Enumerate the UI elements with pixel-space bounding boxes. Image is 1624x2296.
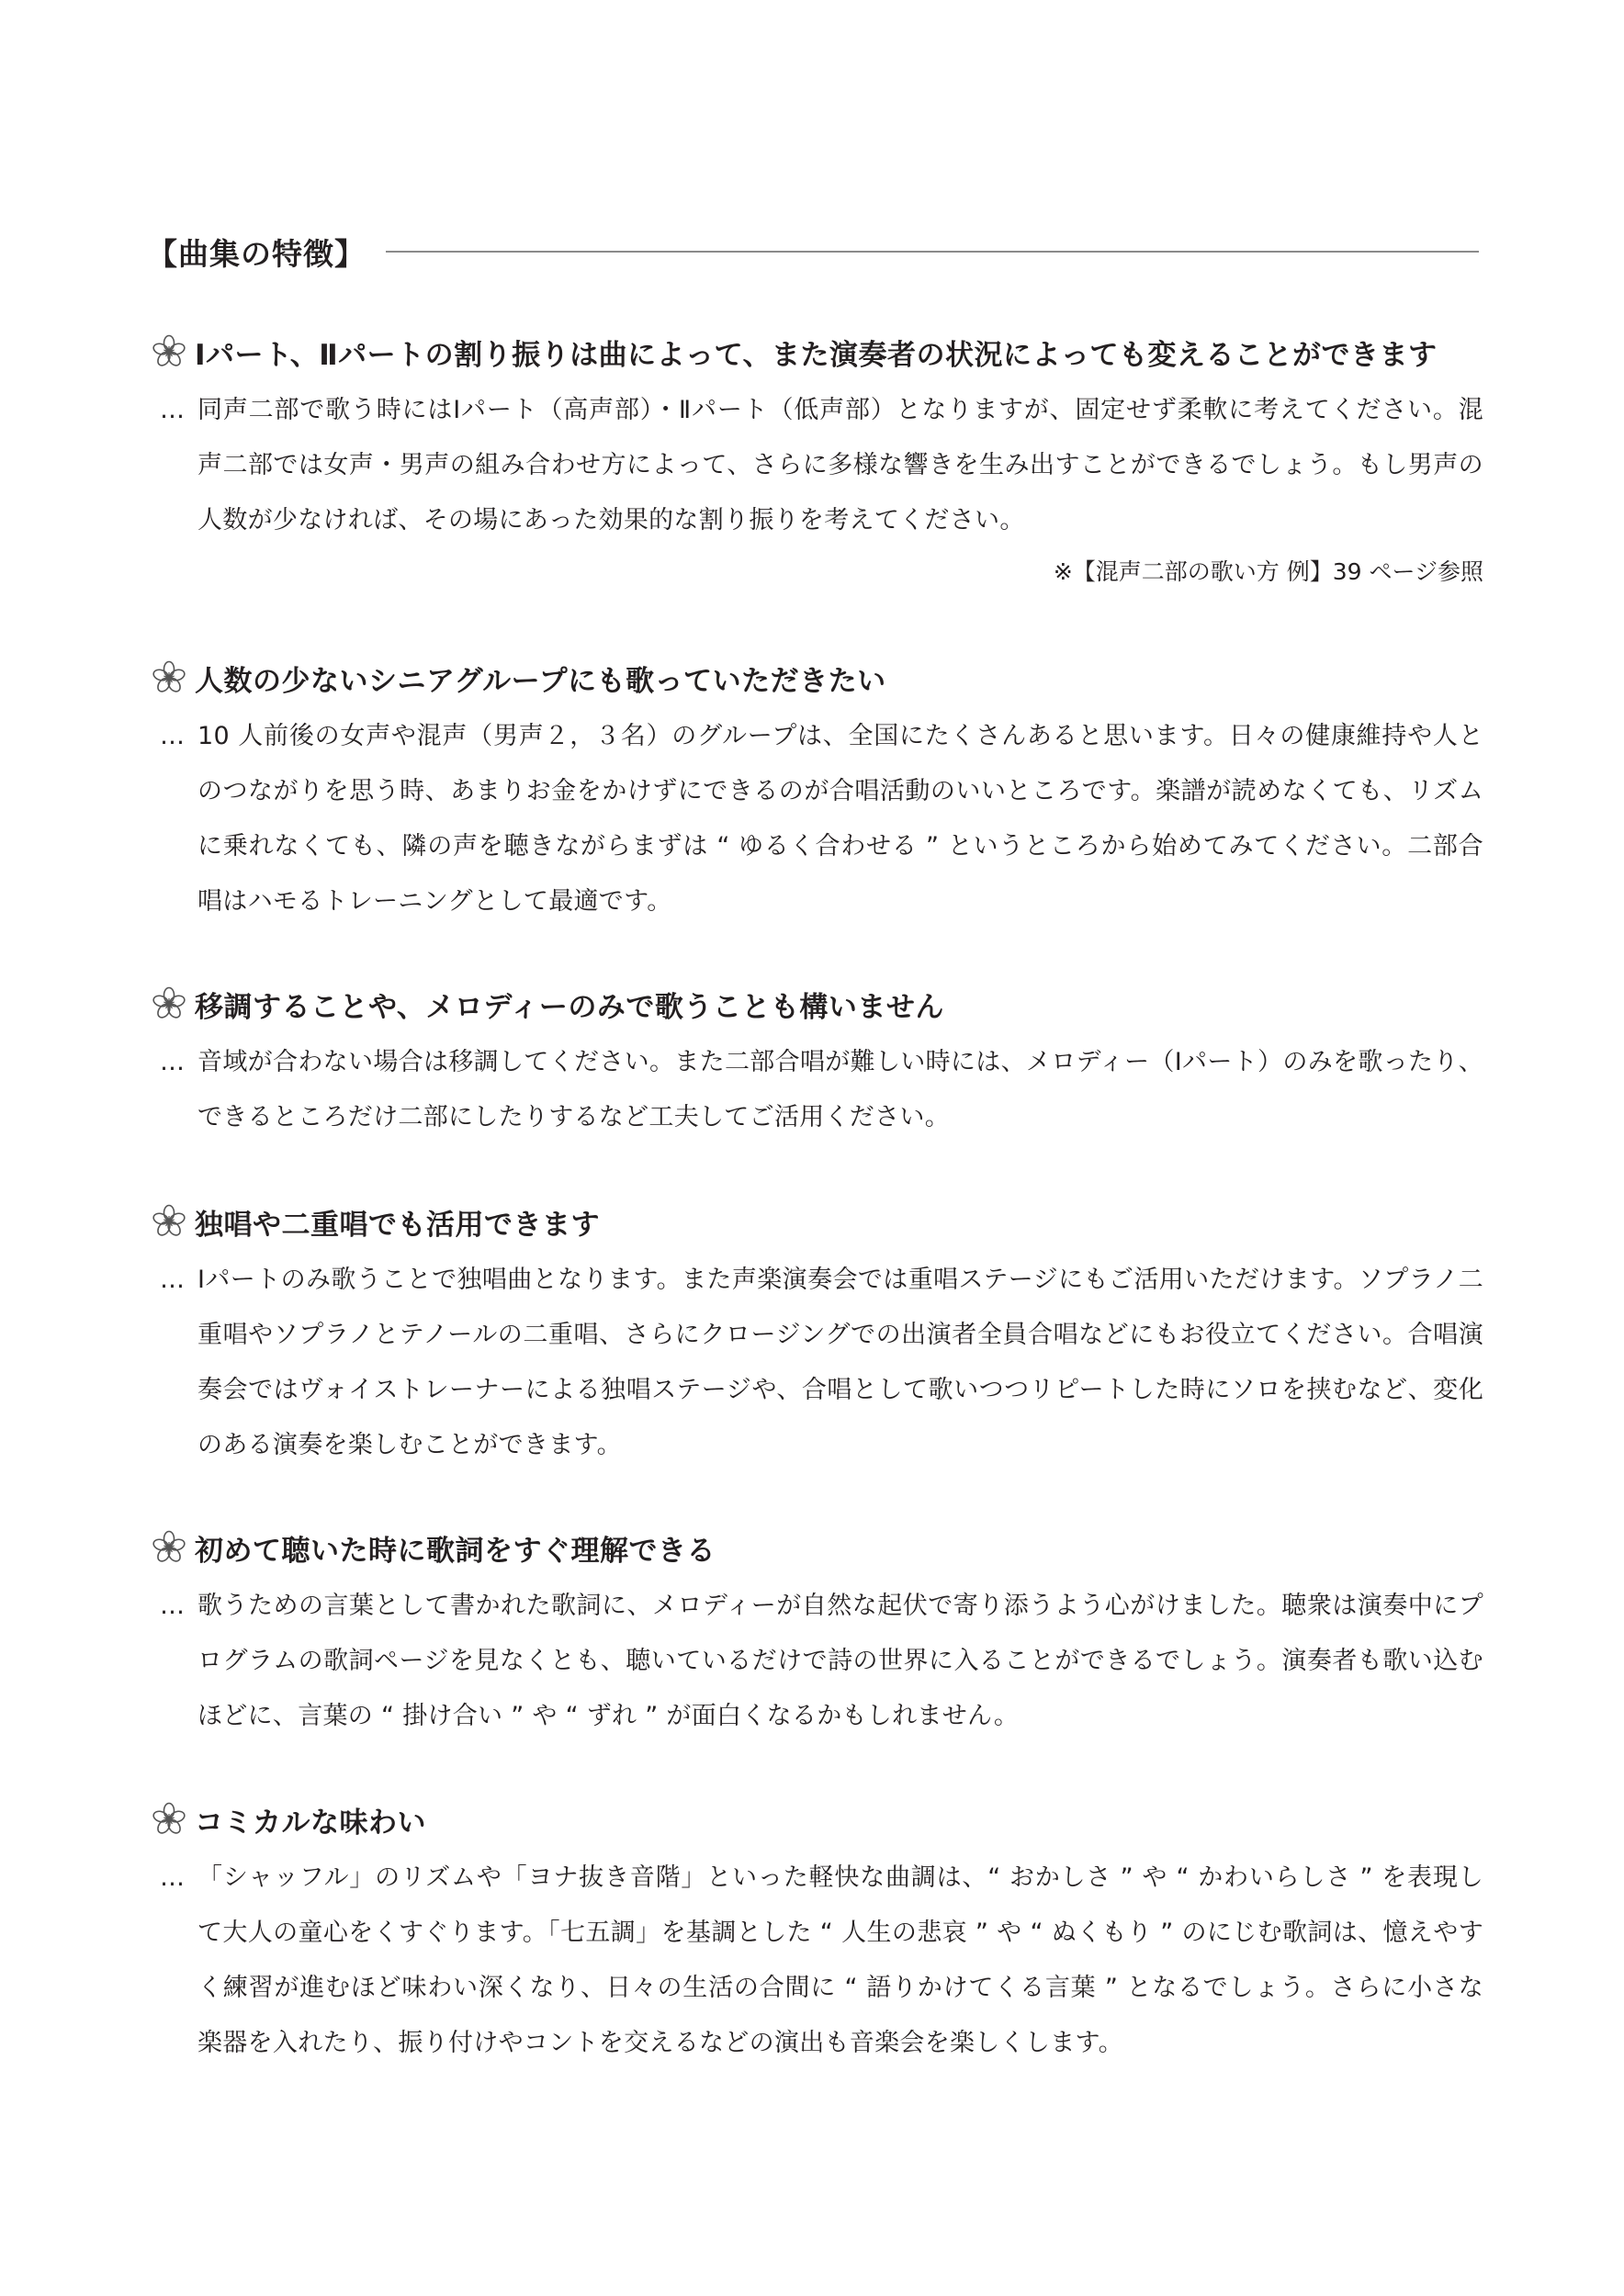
feature-body (147, 1579, 1483, 1744)
ellipsis-mark: … (160, 722, 185, 750)
feature-text: 10 人前後の女声や混声（男声２，３名）のグループは、全国にたくさんあると思います。日々の健康維持や人とのつながりを思う時、あまりお金をかけずにできるのが合唱活動のいいところです。楽譜が読めなくても、リズムに乗れなくても、隣の声を聴きながらまずは “ ゆるく合わせる ” というところから始めてみてください。二部合唱はハモるトレーニングとして最適です。 (197, 722, 1483, 916)
feature-heading (147, 652, 1483, 703)
flower-outline-icon (151, 1801, 187, 1838)
feature-text: 歌うための言葉として書かれた歌詞に、メロディーが自然な起伏で寄り添うよう心がけました。聴衆は演奏中にプログラムの歌詞ページを見なくとも、聴いているだけで詩の世界に入ることができるでしょう。演奏者も歌い込むほどに、言葉の “ 掛け合い ” や “ ずれ ” が面白くなるかもしれません。 (197, 1592, 1483, 1730)
feature-title: 独唱や二重唱でも活用できます (195, 1208, 600, 1242)
reference-note: ※【混声二部の歌い方 例】39 ページ参照 (1053, 558, 1483, 585)
ellipsis-mark: … (160, 396, 185, 424)
feature-section-parts (147, 326, 1483, 591)
feature-title: Ⅰパート、Ⅱパートの割り振りは曲によって、また演奏者の状況によっても変えることができます (195, 338, 1438, 372)
feature-text: 音域が合わない場合は移調してください。また二部合唱が難しい時には、メロディー（Ⅰパート）のみを歌ったり、できるところだけ二部にしたりするなど工夫してご活用ください。 (197, 1048, 1483, 1131)
feature-title: 初めて聴いた時に歌詞をすぐ理解できる (195, 1534, 716, 1568)
feature-section-transpose (147, 978, 1483, 1145)
feature-heading (147, 1196, 1483, 1247)
feature-section-lyrics (147, 1522, 1483, 1744)
header-rule (386, 251, 1479, 253)
feature-heading (147, 1522, 1483, 1573)
ellipsis-mark: … (160, 1863, 185, 1892)
flower-outline-icon (151, 985, 187, 1022)
feature-section-senior (147, 652, 1483, 929)
section-header (147, 226, 1479, 277)
feature-section-solo (147, 1196, 1483, 1473)
flower-outline-icon (151, 659, 187, 696)
flower-outline-icon (151, 1203, 187, 1240)
ellipsis-mark: … (160, 1266, 185, 1294)
page-title: 【曲集の特徴】 (147, 235, 366, 272)
flower-outline-icon (151, 1529, 187, 1566)
feature-title: コミカルな味わい (195, 1806, 426, 1840)
feature-section-comical (147, 1794, 1483, 2071)
feature-text: 「シャッフル」のリズムや「ヨナ抜き音階」といった軽快な曲調は、“ おかしさ ” や “ かわいらしさ ” を表現して大人の童心をくすぐります。「七五調」を基調とした “ 人生の悲哀 ” や “ ぬくもり ” のにじむ歌詞は、憶えやすく練習が進むほど味わい深くなり、日々の生活の合間に “ 語りかけてくる言葉 ” となるでしょう。さらに小さな楽器を入れたり、振り付けやコントを交えるなどの演出も音楽会を楽しくします。 (197, 1863, 1483, 2057)
feature-body (147, 1253, 1483, 1473)
feature-text: 同声二部で歌う時にはⅠパート（高声部）・Ⅱパート（低声部）となりますが、固定せず柔軟に考えてください。混声二部では女声・男声の組み合わせ方によって、さらに多様な響きを生み出すことができるでしょう。もし男声の人数が少なければ、その場にあった効果的な割り振りを考えてください。 (197, 396, 1483, 535)
feature-heading (147, 1794, 1483, 1845)
feature-text: Ⅰパートのみ歌うことで独唱曲となります。また声楽演奏会では重唱ステージにもご活用いただけます。ソプラノ二重唱やソプラノとテノールの二重唱、さらにクロージングでの出演者全員合唱などにもお役立てください。合唱演奏会ではヴォイストレーナーによる独唱ステージや、合唱として歌いつつリピートした時にソロを挟むなど、変化のある演奏を楽しむことができます。 (197, 1266, 1483, 1459)
feature-heading (147, 326, 1483, 377)
flower-outline-icon (151, 333, 187, 370)
feature-body (147, 1035, 1483, 1145)
ellipsis-mark: … (160, 1048, 185, 1076)
feature-title: 移調することや、メロディーのみで歌うことも構いません (195, 990, 944, 1024)
feature-body (147, 1851, 1483, 2071)
feature-body (147, 709, 1483, 929)
feature-body (147, 383, 1483, 548)
feature-heading (147, 978, 1483, 1030)
ellipsis-mark: … (160, 1592, 185, 1620)
feature-title: 人数の少ないシニアグループにも歌っていただきたい (195, 664, 886, 698)
